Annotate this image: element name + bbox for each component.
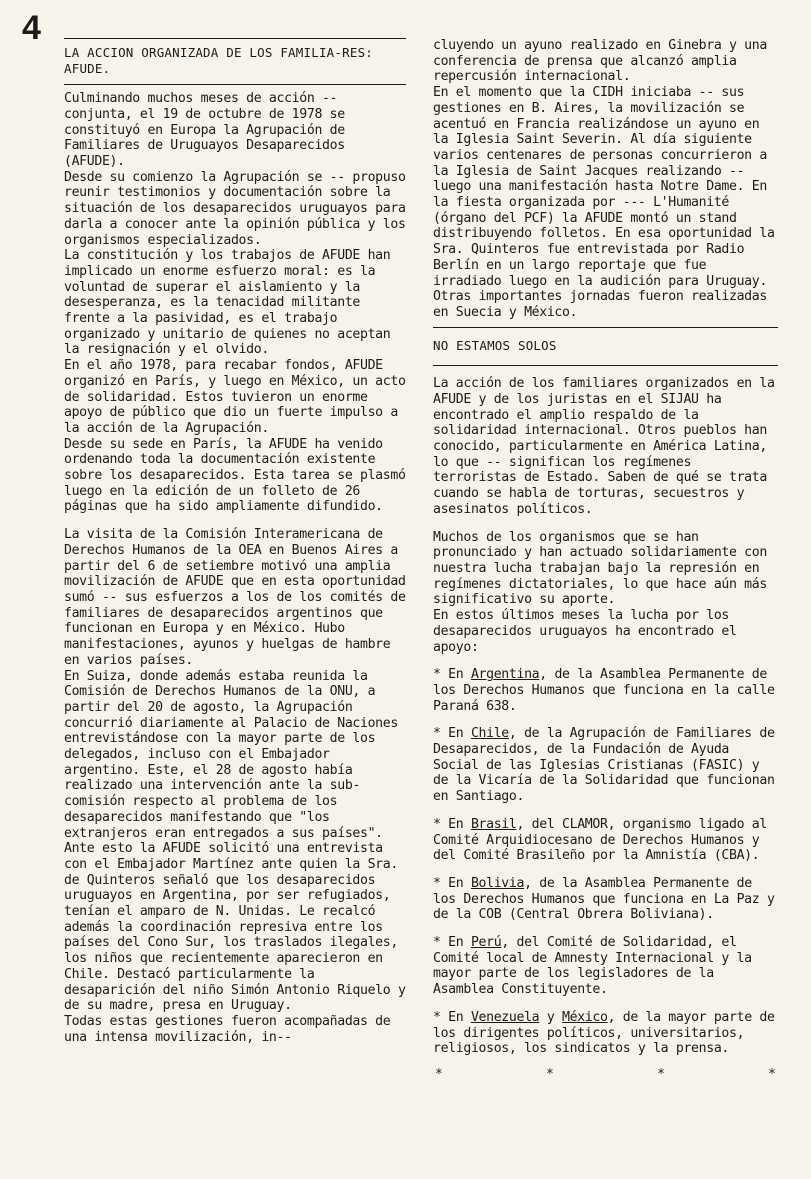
paragraph: Muchos de los organismos que se han pronunciado y han actuado solidariamente con nuestra lucha trabajan bajo la represión en regímenes dictatoriales, lo que hace aún más significativo su aporte.: [433, 529, 767, 608]
paragraph: Desde su sede en París, la AFUDE ha venido ordenando toda la documentación existente sobre los desaparecidos. Esta tarea se plasmó luego en la edición de un folleto de 26 páginas que ha sido ampliamente difundido.: [64, 436, 406, 515]
star-ornament: *: [546, 1066, 554, 1082]
closing-stars: [433, 1067, 778, 1082]
country-name: México: [562, 1009, 608, 1025]
paragraph: En estos últimos meses la lucha por los desaparecidos uruguayos ha encontrado el apoyo:: [433, 608, 737, 655]
top-rule: [64, 38, 406, 39]
paragraph: Culminando muchos meses de acción -- conjunta, el 19 de octubre de 1978 se constituyó en Europa la Agrupación de Familiares de Uruguayos Desaparecidos (AFUDE).: [64, 91, 345, 169]
list-item: * En Perú, del Comité de Solidaridad, el Comité local de Amnesty Internacional y la mayor parte de los legisladores de la Asamblea Constituyente.: [433, 935, 752, 998]
star-ornament: *: [657, 1066, 665, 1082]
paragraph: Desde su comienzo la Agrupación se -- propuso reunir testimonios y documentación sobre la situación de los desaparecidos uruguayos para darla a conocer ante la opinión pública y los organismos especializados.: [64, 169, 406, 248]
section-heading-afude: LA ACCION ORGANIZADA DE LOS FAMILIA-RES: AFUDE.: [64, 45, 374, 76]
star-ornament: *: [768, 1066, 776, 1082]
star-ornament: *: [435, 1066, 443, 1082]
section-rule: [433, 327, 778, 328]
page-number: 4: [22, 9, 41, 47]
paragraph: En el año 1978, para recabar fondos, AFUDE organizó en París, y luego en México, un acto de solidaridad. Estos tuvieron un enorme apoyo de público que dio un fuerte impulso a la acción de la Agrupación.: [64, 358, 406, 436]
country-name: Argentina: [470, 667, 540, 683]
country-name: Chile: [470, 726, 509, 742]
country-name: Perú: [470, 935, 502, 951]
paragraph: La visita de la Comisión Interamericana de Derechos Humanos de la OEA en Buenos Aires a partir del 6 de setiembre motivó una amplia movilización de AFUDE que en esta oportunidad sumó -- sus esfuerzos a los de los comités de familiares de desaparecidos argentinos que funcionan en Europa y en México. Hubo manifestaciones, ayunos y huelgas de hambre en varios países.: [64, 527, 406, 668]
list-item: * En Bolivia, de la Asamblea Permanente de los Derechos Humanos que funciona en La Paz y de la COB (Central Obrera Boliviana).: [433, 875, 775, 923]
paragraph: En Suiza, donde además estaba reunida la Comisión de Derechos Humanos de la ONU, a partir del 20 de agosto, la Agrupación concurrió diariamente al Palacio de Naciones entrevistándose con la mayor parte de los delegados, incluso con el Embajador argentino. Este, el 28 de agosto había realizado una intervención ante la sub-comisión respecto al problema de los desaparecidos manifestando que "los extranjeros eran entregados a sus países".: [64, 668, 398, 841]
list-item: * En Argentina, de la Asamblea Permanente de los Derechos Humanos que funciona en la calle Paraná 638.: [433, 667, 775, 714]
country-name: Brasil: [470, 816, 517, 832]
country-name: Bolivia: [470, 875, 525, 891]
right-column: [433, 38, 778, 1082]
paragraph: Todas estas gestiones fueron acompañadas de una intensa movilización, in--: [64, 1013, 391, 1045]
paragraph: Ante esto la AFUDE solicitó una entrevista con el Embajador Martínez ante quien la Sra. de Quinteros señaló que los desaparecidos uruguayos en Argentina, por ser refugiados, tenían el amparo de N. Unidas. Le recalcó además la coordinación represiva entre los países del Cono Sur, los traslados ilegales, los niños que recientemente aparecieron en Chile. Destacó particularmente la desaparición del niño Simón Antonio Riquelo y de su madre, presa en Uruguay.: [64, 841, 406, 1014]
list-item: * En Brasil, del CLAMOR, organismo ligado al Comité Arquidiocesano de Derechos Humanos y del Comité Brasileño por la Amnistía (CBA).: [433, 816, 767, 864]
country-name: Venezuela: [470, 1009, 540, 1025]
list-item: * En Venezuela y México, de la mayor parte de los dirigentes políticos, universitarios, religiosos, los sindicatos y la prensa.: [433, 1009, 775, 1057]
left-column: [64, 38, 406, 1045]
paragraph: La acción de los familiares organizados en la AFUDE y de los juristas en el SIJAU ha encontrado el amplio respaldo de la solidaridad internacional. Otros pueblos han conocido, particularmente en América Latina, lo que -- significan los regímenes terroristas de Estado. Saben de qué se trata cuando se habla de torturas, secuestros y asesinatos políticos.: [433, 376, 775, 517]
paragraph: La constitución y los trabajos de AFUDE han implicado un enorme esfuerzo moral: es la voluntad de superar el aislamiento y la desesperanza, es la tenacidad militante frente a la pasividad, es el trabajo organizado y unitario de quienes no aceptan la resignación y el olvido.: [64, 248, 391, 358]
paragraph: En el momento que la CIDH iniciaba -- sus gestiones en B. Aires, la movilización se acentuó en Francia realizándose un ayuno en la Iglesia Saint Severin. Al día siguiente varios centenares de personas concurrieron a la Iglesia de Saint Jacques realizando -- luego una manifestación hasta Notre Dame. En la fiesta organizada por --- L'Humanité (órgano del PCF) la AFUDE montó un stand distribuyendo folletos. En esa oportunidad la Sra. Quinteros fue entrevistada por Radio Berlín en un largo reportaje que fue irradiado luego en la audición para Uruguay. Otras importantes jornadas fueron realizadas en Suecia y México.: [433, 85, 775, 320]
paragraph: cluyendo un ayuno realizado en Ginebra y una conferencia de prensa que alcanzó amplia repercusión internacional.: [433, 38, 767, 85]
list-item: * En Chile, de la Agrupación de Familiares de Desaparecidos, de la Fundación de Ayuda Social de las Iglesias Cristianas (FASIC) y de la Vicaría de la Solidaridad que funcionan en Santiago.: [433, 726, 775, 805]
section-heading-no-estamos-solos: NO ESTAMOS SOLOS: [433, 337, 557, 353]
